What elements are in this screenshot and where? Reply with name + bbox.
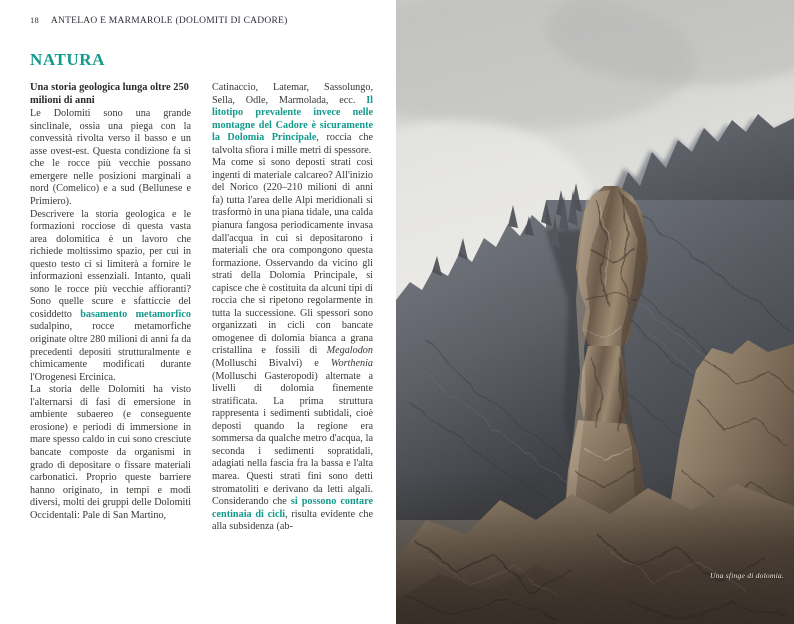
column-one	[30, 82, 191, 597]
emphasized-phrase: si possono contare centinaia di cicli	[212, 496, 373, 520]
body-text: Le Dolomiti sono una grande sinclinale, ossia una piega con la convessità rivolta verso il basso e un asse ovest-est. Questa condizione fa sì che le rocce più vecchie possano emergere nelle posizioni marginali a nord (Comelico) e a sud (Bellunese e Primiero).	[30, 108, 191, 208]
text-columns	[30, 82, 373, 597]
paragraph	[30, 384, 191, 522]
body-text: , roccia che talvolta sfiora i mille metri di spessore.	[212, 132, 373, 156]
column-two	[212, 82, 373, 597]
running-head	[30, 15, 370, 26]
species-name: Megalodon	[326, 345, 373, 357]
article-subheading: Una storia geologica lunga oltre 250 milioni di anni	[30, 82, 189, 106]
body-text: sudalpino, rocce metamorfiche originate oltre 280 milioni di anni fa da precedenti depositi strutturalmente e chimicamente modificati durante l'Orogenesi Ercinica.	[30, 321, 191, 383]
text-page	[0, 0, 396, 624]
body-text: La storia delle Dolomiti ha visto l'alternarsi di fasi di emersione in ambiente subaereo (e conseguente erosione) e periodi di immersione in mare spesso caldo in cui sono cresciute bancate composte da organismi in grado di depositare o fissare materiali carbonatici. Proprio queste barriere hanno originato, in tempi e modi diversi, molti dei gruppi delle Dolomiti Occidentali: Pale di San Martino,	[30, 384, 191, 521]
paragraph	[30, 108, 191, 208]
body-text: Descrivere la storia geologica e le formazioni rocciose di questa vasta area dolomitica è un lavoro che richiede moltissimo spazio, per cui in questo testo ci si limiterà a fornire le informazioni essenziali. Intanto, quali sono le rocce più vecchie affioranti? Sono quelle scure e sfatticcie del cosiddetto	[30, 208, 191, 320]
section-title: NATURA	[30, 50, 106, 69]
body-text: Ma come si sono deposti strati così ingenti di materiale calcareo? All'inizio del Norico (220–210 milioni di anni fa) tutta l'area delle Alpi meridionali si trasformò in una piana tidale, una calda pianura fangosa periodicamente invasa dall'acqua in cui si depositarono i materiali che ora compongono questa formazione. Osservando da vicino gli strati della Dolomia Principale, si capisce che è costituita da alcuni tipi di roccia che si ripetono regolarmente in tutta la successione. Gli spessori sono organizzati in cicli con bancate omogenee di dolomia bianca a grana cristallina e fossili di	[212, 157, 373, 357]
body-text: , risulta evidente che alla subsidenza (ab-	[212, 508, 373, 533]
body-text: Catinaccio, Latemar, Sassolungo, Sella, Odle, Marmolada, ecc.	[212, 82, 373, 106]
species-name: Worthenia	[330, 358, 373, 370]
emphasized-phrase: basamento metamorfico	[80, 308, 191, 320]
body-text: (Molluschi Gasteropodi) alternate a livelli di dolomia finemente stratificata. La prima struttura rappresenta i sedimenti subtidali, cioè deposti quando la regione era sommersa da qualche metro d'acqua, la seconda i sedimenti sopratidali, adagiati nella fascia fra la bassa e l'alta marea. Questi strati fini sono detti stromatoliti e derivano da letti algali. Considerando che	[212, 370, 373, 508]
paragraph	[212, 157, 373, 533]
photo-artwork	[396, 0, 794, 624]
paragraph	[212, 82, 373, 157]
photo-caption: Una sfinge di dolomia.	[709, 571, 784, 580]
body-text: (Molluschi Bivalvi) e	[212, 358, 331, 370]
running-head-title: ANTELAO E MARMAROLE (DOLOMITI DI CADORE)	[50, 16, 288, 26]
paragraph	[30, 209, 191, 385]
dolomite-rock-pinnacle-photo	[396, 0, 794, 624]
emphasized-phrase: Il litotipo prevalente invece nelle montagne del Cadore è sicuramente la Dolomia Principale	[212, 94, 373, 144]
page-number: 18	[30, 15, 39, 25]
